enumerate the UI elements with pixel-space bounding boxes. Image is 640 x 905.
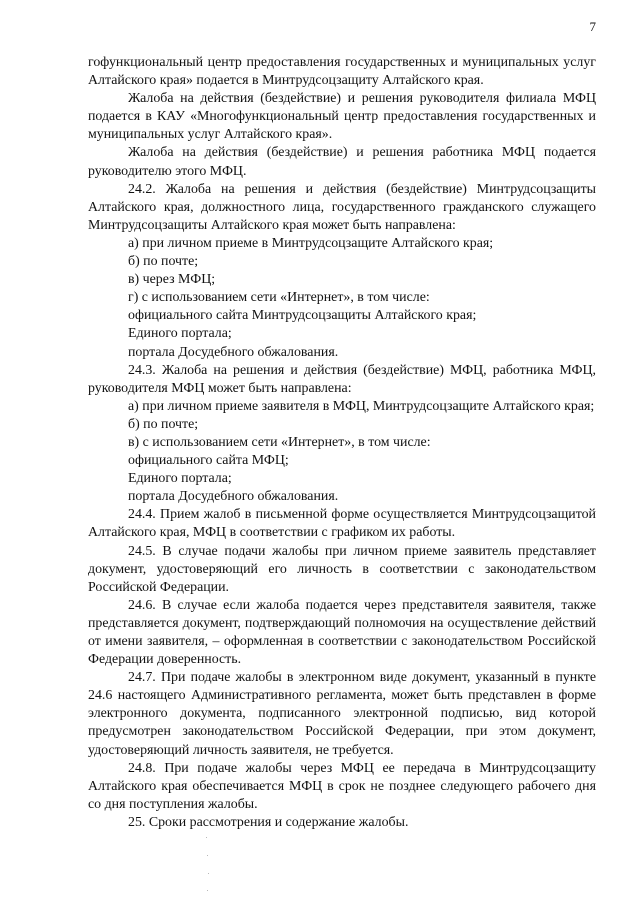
paragraph: официального сайта МФЦ; (128, 453, 289, 469)
paragraph: а) при личном приеме в Минтрудсоцзащите Алтайского края; (128, 235, 494, 251)
paragraph: портала Досудебного обжалования. (128, 344, 339, 360)
page-number: 7 (589, 19, 596, 34)
paragraph: 25. Сроки рассмотрения и содержание жалобы. (128, 814, 409, 830)
document-body (88, 54, 596, 832)
paragraph: Жалоба на действия (бездействие) и решения руководителя филиала МФЦ подается в КАУ «Многофункциональный центр предоставления государственных и муниципальных услуг Алтайского края». (88, 91, 596, 143)
paragraph: официального сайта Минтрудсоцзащиты Алтайского края; (128, 308, 477, 324)
paragraph: 24.8. При подаче жалобы через МФЦ ее передача в Минтрудсоцзащиту Алтайского края обеспечивается МФЦ в срок не позднее следующего рабочего дня со дня поступления жалобы. (88, 760, 596, 812)
paragraph: 24.6. В случае если жалоба подается через представителя заявителя, также представляется документ, подтверждающий полномочия на осуществление действий от имени заявителя, – оформленная в соответствии с законодательством Российской Федерации доверенность. (88, 597, 596, 668)
paragraph: г) с использованием сети «Интернет», в том числе: (128, 290, 430, 306)
scan-speck (207, 855, 208, 856)
scan-speck (206, 837, 207, 838)
paragraph: 24.4. Прием жалоб в письменной форме осуществляется Минтрудсоцзащитой Алтайского края, МФЦ в соответствии с графиком их работы. (88, 507, 596, 541)
paragraph: в) с использованием сети «Интернет», в том числе: (128, 434, 431, 450)
paragraph: Единого портала; (128, 471, 232, 487)
paragraph: 24.2. Жалоба на решения и действия (бездействие) Минтрудсоцзащиты Алтайского края, должностного лица, государственного гражданского служащего Минтрудсоцзащиты Алтайского края может быть направлена: (88, 181, 596, 233)
paragraph: 24.5. В случае подачи жалобы при личном приеме заявитель представляет документ, удостоверяющий его личность в соответствии с законодательством Российской Федерации. (88, 543, 596, 595)
paragraph: портала Досудебного обжалования. (128, 489, 339, 505)
paragraph: Жалоба на действия (бездействие) и решения работника МФЦ подается руководителю этого МФЦ. (88, 145, 596, 179)
paragraph: в) через МФЦ; (128, 272, 216, 288)
paragraph: б) по почте; (128, 416, 199, 432)
paragraph: гофункциональный центр предоставления государственных и муниципальных услуг Алтайского края» подается в Минтрудсоцзащиту Алтайского края. (88, 55, 596, 89)
paragraph: Единого портала; (128, 326, 232, 342)
paragraph: б) по почте; (128, 254, 199, 270)
paragraph: 24.3. Жалоба на решения и действия (бездействие) МФЦ, работника МФЦ, руководителя МФЦ может быть направлена: (88, 362, 596, 396)
scan-speck (208, 873, 209, 874)
paragraph: а) при личном приеме заявителя в МФЦ, Минтрудсоцзащите Алтайского края; (128, 398, 595, 414)
scan-speck (207, 890, 208, 891)
paragraph: 24.7. При подаче жалобы в электронном виде документ, указанный в пункте 24.6 настоящего Административного регламента, может быть представлен в форме электронного документа, подписанного электронной подписью, вид которой предусмотрен законодательством Российской Федерации, при этом документ, удостоверяющий личность заявителя, не требуется. (88, 670, 596, 758)
